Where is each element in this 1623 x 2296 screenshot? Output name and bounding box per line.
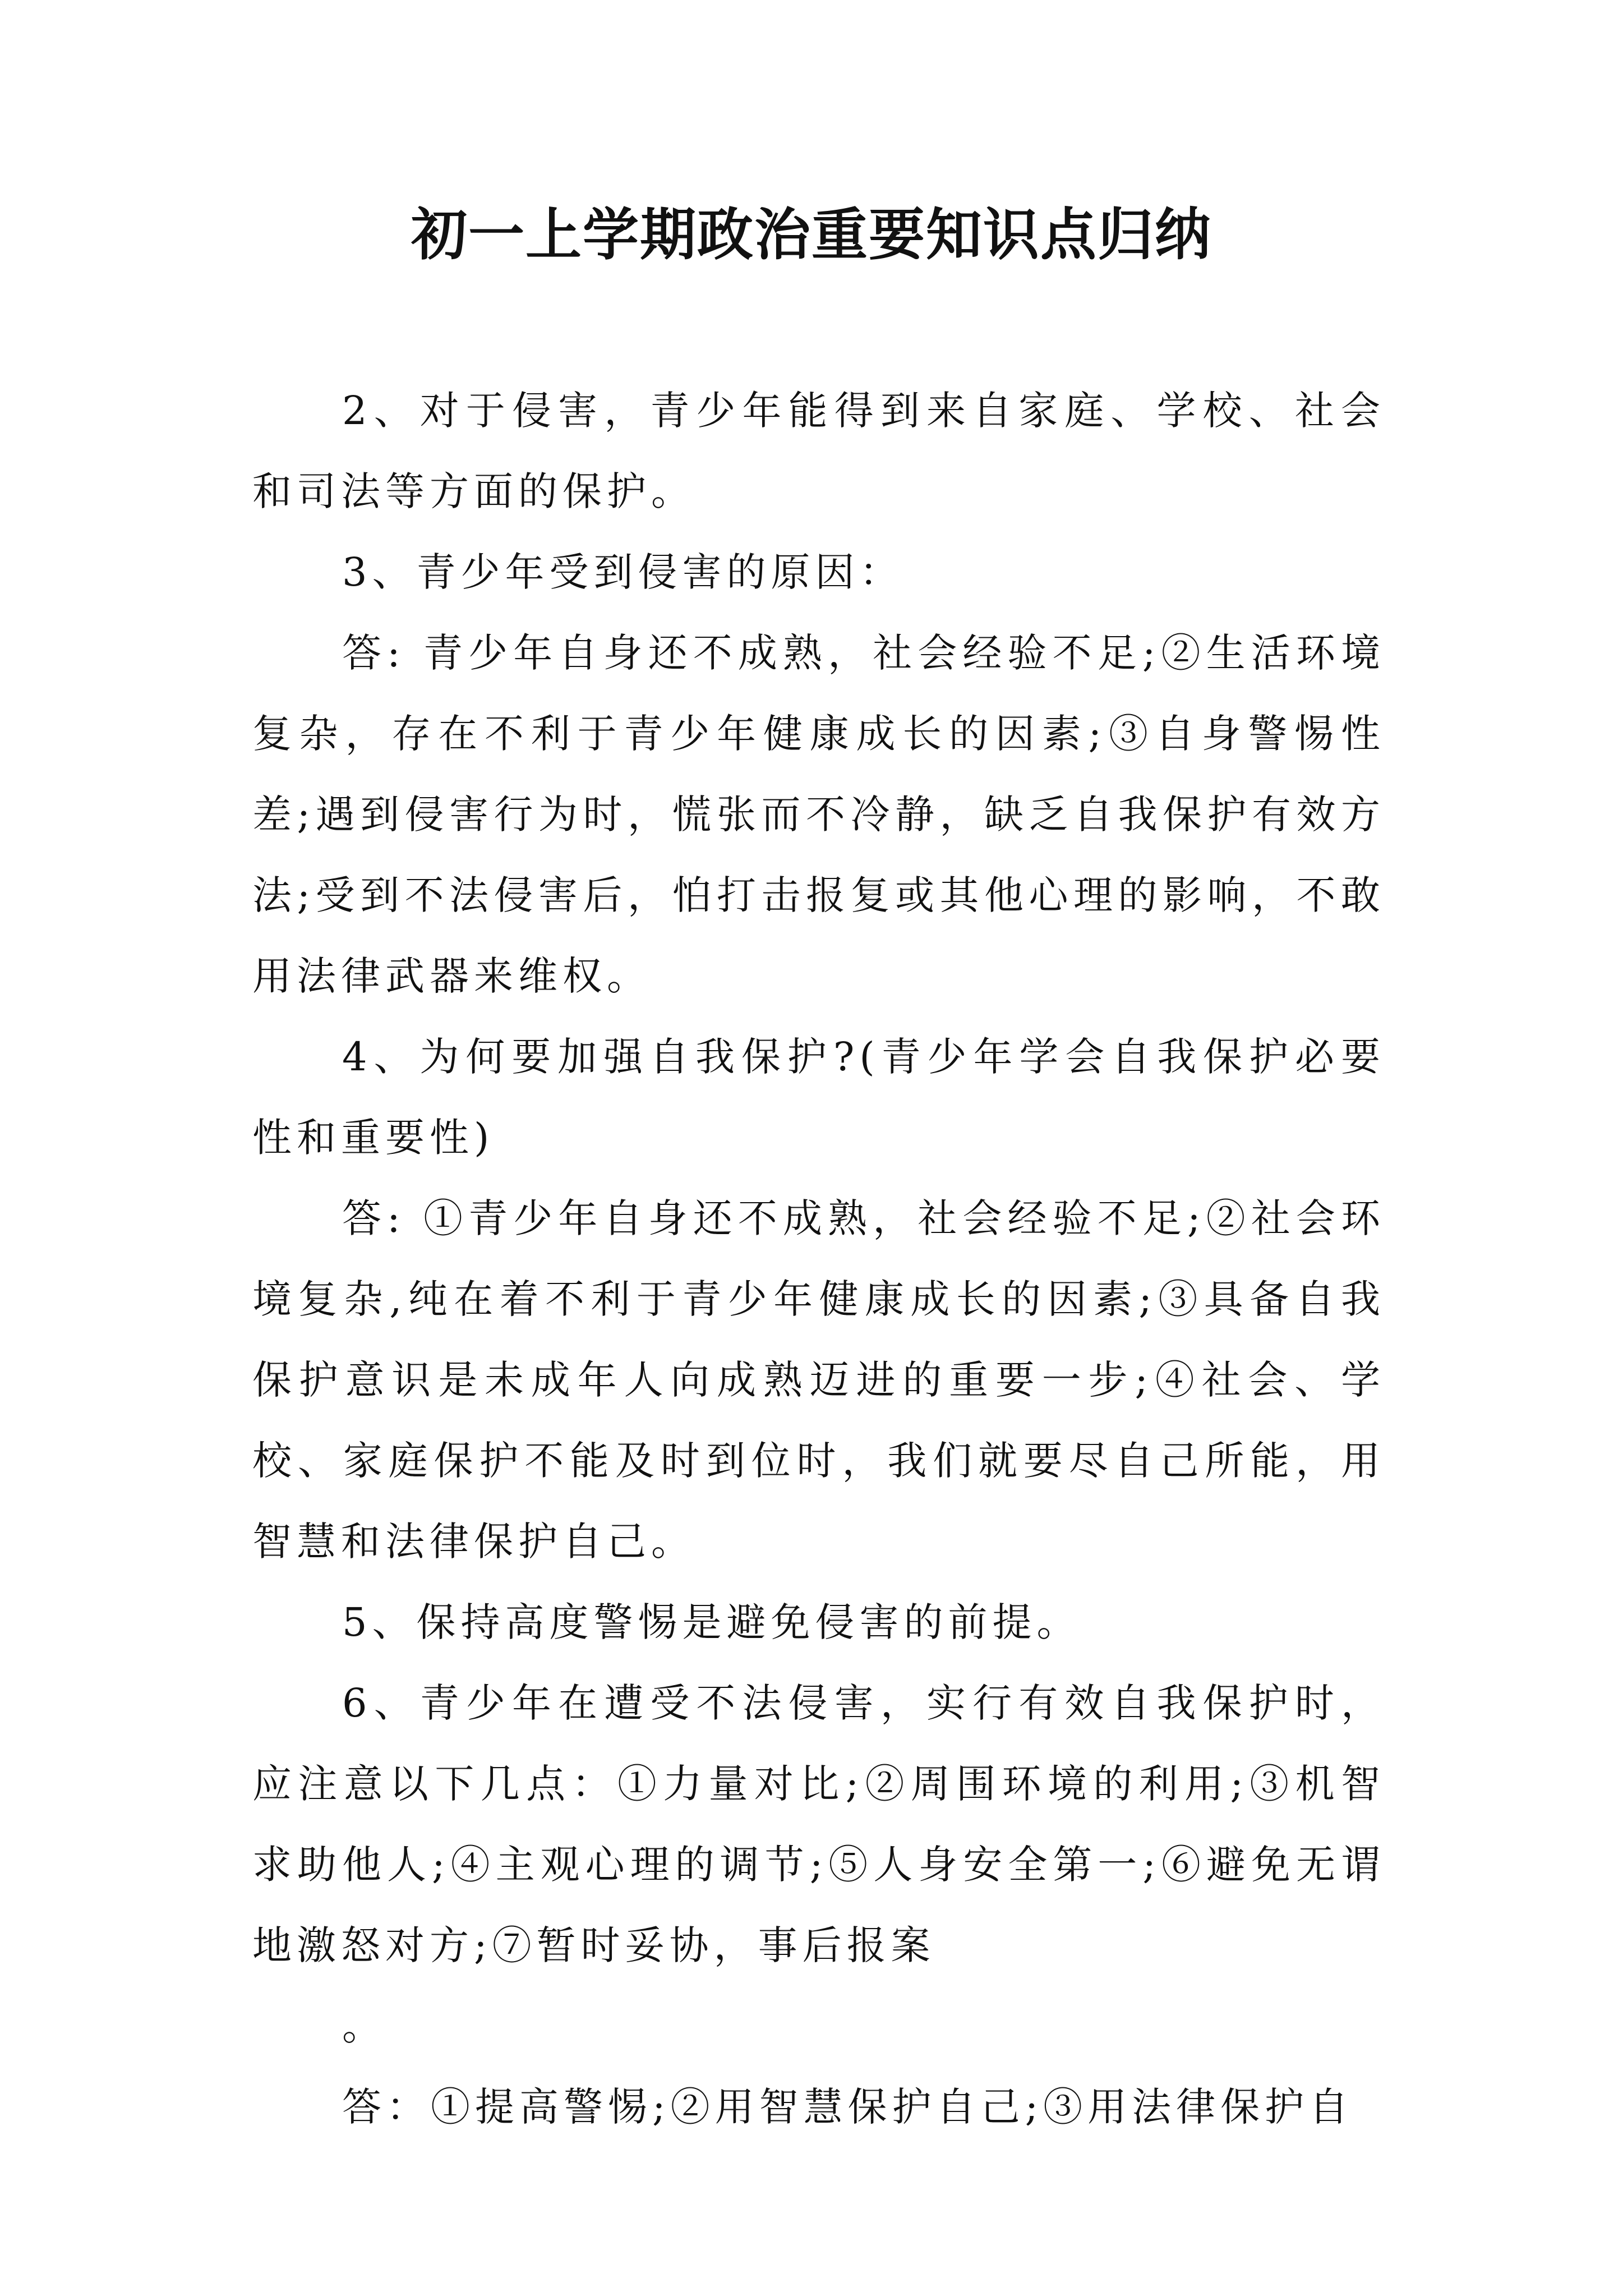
document-body xyxy=(252,370,1385,2147)
stray-period-line: 。 xyxy=(342,2003,386,2049)
document-title: 初一上学期政治重要知识点归纳 xyxy=(411,201,1212,268)
paragraph-item-6: 6、青少年在遭受不法侵害，实行有效自我保护时，应注意以下几点：①力量对比;②周围环境的利用;③机智求助他人;④主观心理的调节;⑤人身安全第一;⑥避免无谓地激怒对方;⑦暂时妥协，事后报案 xyxy=(252,1680,1385,1968)
answer-paragraph-4: 答: ①青少年自身还不成熟，社会经验不足;②社会环境复杂,纯在着不利于青少年健康成长的因素;③具备自我保护意识是未成年人向成熟迈进的重要一步;④社会、学校、家庭保护不能及时到位时，我们就要尽自己所能，用智慧和法律保护自己。 xyxy=(252,1195,1385,1565)
paragraph-item-5: 5、保持高度警惕是避免侵害的前提。 xyxy=(342,1599,1081,1645)
paragraph-item-3: 3、青少年受到侵害的原因： xyxy=(342,549,904,595)
paragraph-item-2: 2、对于侵害，青少年能得到来自家庭、学校、社会和司法等方面的保护。 xyxy=(252,388,1385,514)
paragraph-item-4: 4、为何要加强自我保护?(青少年学会自我保护必要性和重要性) xyxy=(252,1034,1385,1161)
answer-paragraph-3: 答: 青少年自身还不成熟，社会经验不足;②生活环境复杂，存在不利于青少年健康成长的因素;③自身警惕性差;遇到侵害行为时，慌张而不冷静，缺乏自我保护有效方法;受到不法侵害后，怕打击报复或其他心理的影响，不敢用法律武器来维权。 xyxy=(252,630,1385,999)
answer-paragraph-6: 答：①提高警惕;②用智慧保护自己;③用法律保护自 xyxy=(342,2084,1354,2130)
